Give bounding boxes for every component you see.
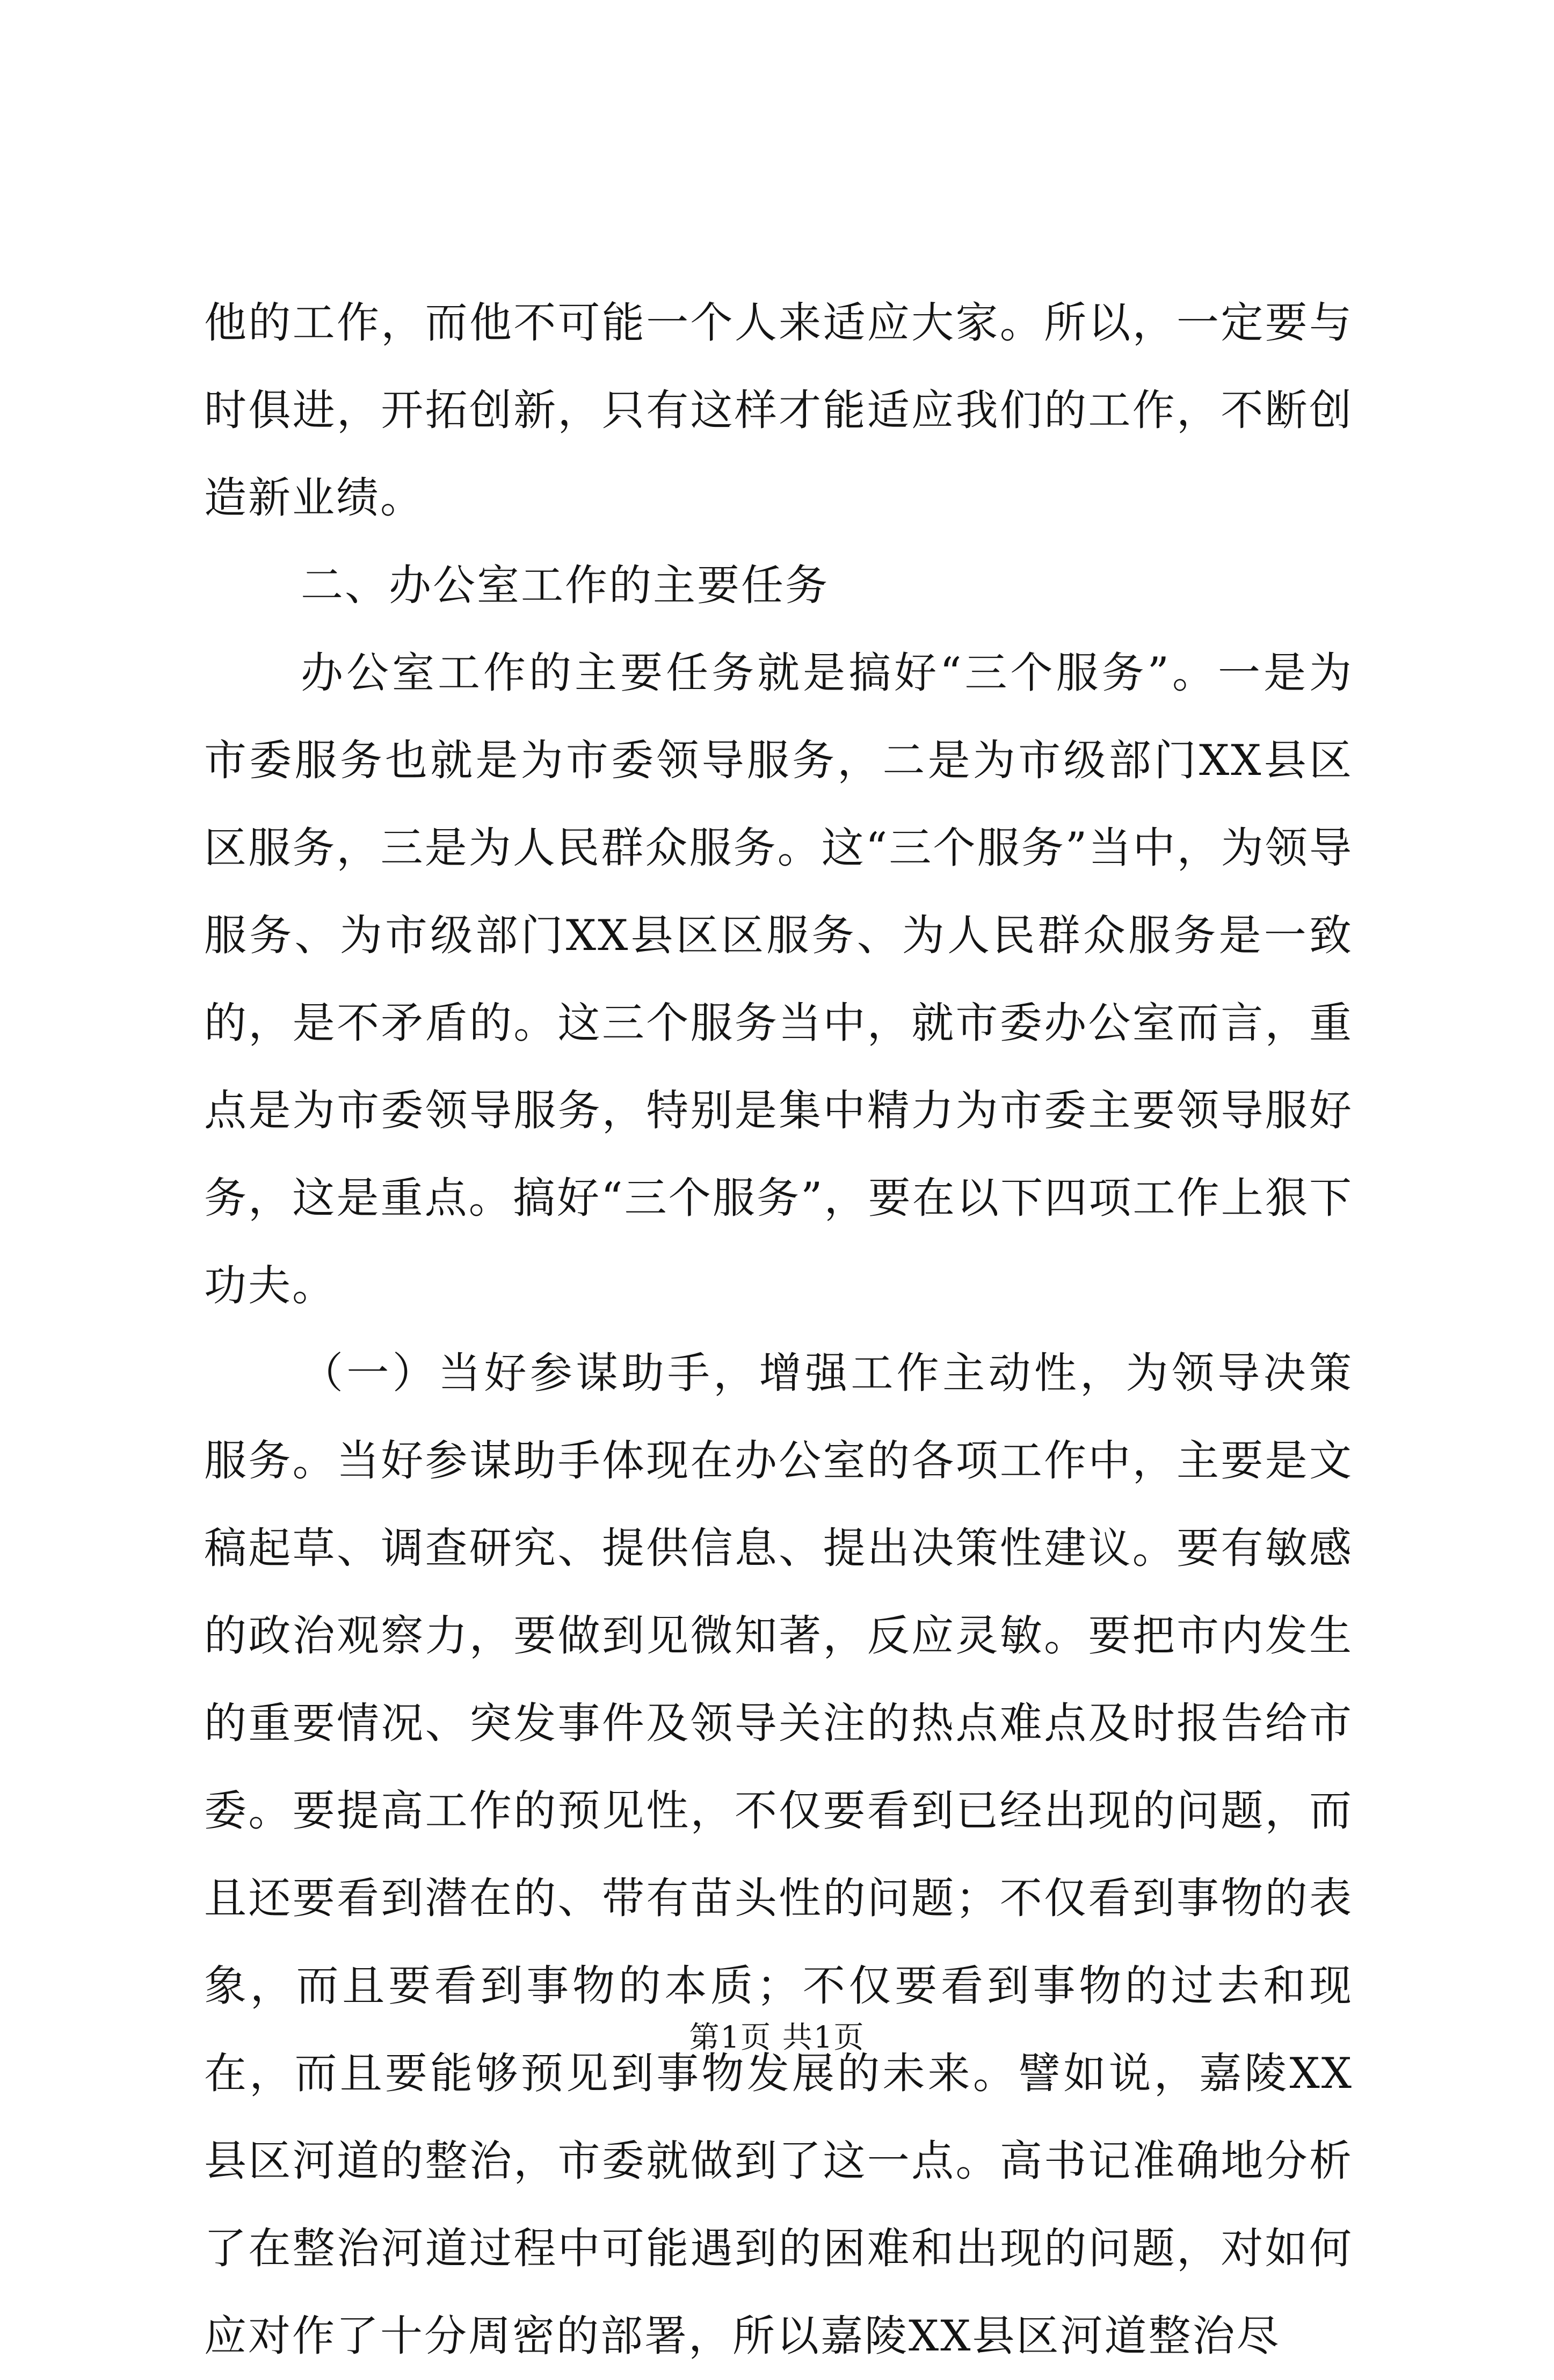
paragraph-main-tasks: 办公室工作的主要任务就是搞好“三个服务”。一是为市委服务也就是为市委领导服务，二是为市级部门XX县区区服务，三是为人民群众服务。这“三个服务”当中，为领导服务、为市级部门XX县区区服务、为人民群众服务是一致的，是不矛盾的。这三个服务当中，就市委办公室而言，重点是为市委领导服务，特别是集中精力为市委主要领导服好务，这是重点。搞好“三个服务”，要在以下四项工作上狠下功夫。 xyxy=(204,648,1353,1310)
paragraph-advisor-role: （一）当好参谋助手，增强工作主动性，为领导决策服务。当好参谋助手体现在办公室的各项工作中，主要是文稿起草、调查研究、提供信息、提出决策性建议。要有敏感的政治观察力，要做到见微知著，反应灵敏。要把市内发生的重要情况、突发事件及领导关注的热点难点及时报告给市委。要提高工作的预见性，不仅要看到已经出现的问题，而且还要看到潜在的、带有苗头性的问题；不仅看到事物的表象，而且要看到事物的本质；不仅要看到事物的过去和现在，而且要能够预见到事物发展的未来。譬如说，嘉陵XX县区河道的整治，市委就做到了这一点。高书记准确地分析了在整治河道过程中可能遇到的困难和出现的问题，对如何应对作了十分周密的部署，所以嘉陵XX县区河道整治尽 xyxy=(204,1348,1353,2361)
section-heading: 二、办公室工作的主要任务 xyxy=(301,561,829,610)
paragraph-continuation: 他的工作，而他不可能一个人来适应大家。所以，一定要与时俱进，开拓创新，只有这样才能适应我们的工作，不断创造新业绩。 xyxy=(204,298,1353,523)
document-body xyxy=(204,279,1353,2380)
page-footer: 第1页 共1页 xyxy=(689,2020,865,2055)
